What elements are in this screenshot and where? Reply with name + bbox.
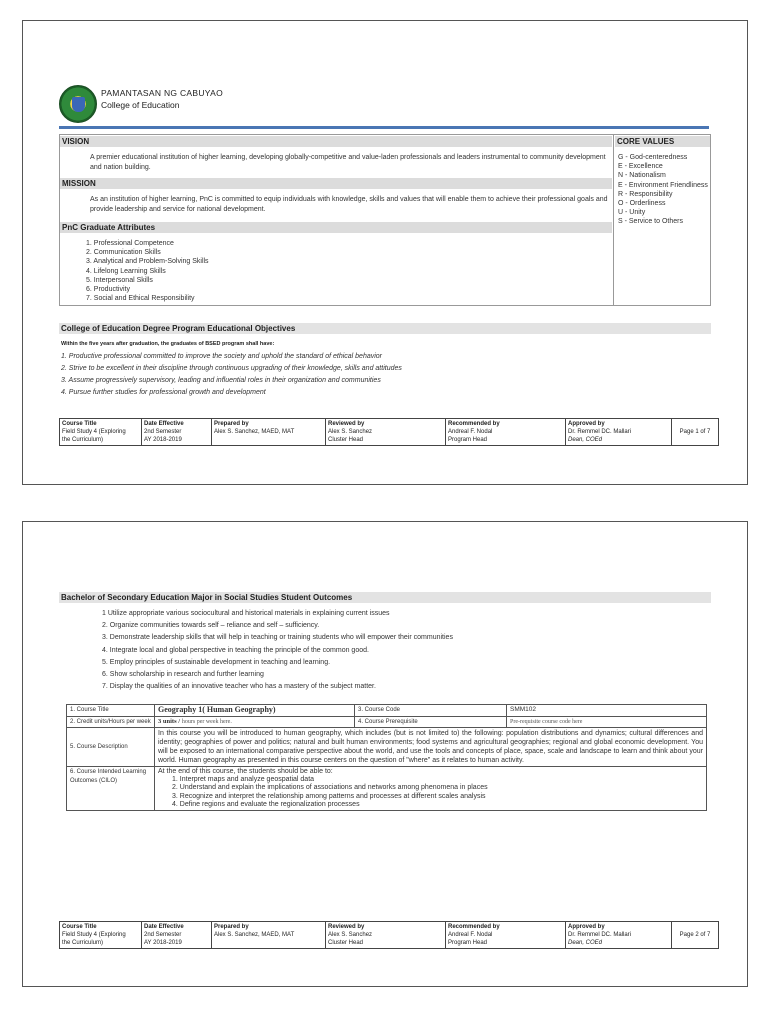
list-item: 2. Strive to be excellent in their discipline through continuous upgrading of their knowledge, skills and attitudes	[61, 365, 402, 372]
list-item: 3. Recognize and interpret the relationship among patterns and processes at different scales analysis	[172, 792, 486, 800]
list-item: 5. Employ principles of sustainable development in teaching and learning.	[102, 658, 331, 666]
university-name: PAMANTASAN NG CABUYAO	[101, 88, 224, 98]
recommended-by-cell: Recommended by Andreal F. Nodal Program Head	[446, 922, 566, 949]
page-number: Page 1 of 7	[672, 419, 719, 446]
document-page-1	[22, 20, 748, 485]
approved-by-cell: Approved by Dr. Remmel DC. Mallari Dean, COEd	[566, 419, 672, 446]
prepared-by-cell: Prepared by Alex S. Sanchez, MAED, MAT	[212, 922, 326, 949]
course-description-text: In this course you will be introduced to human geography, which includes (but is not limited to) the following: population distributions and dynamics; cultural differences and identity; geographies of power and politics; natural and built human environments; food systems and agricultural geographies; regional and global economic development. You will be exposed to an international comparative perspective about the world, and use the tools and concepts of place, space, scale and landscape to learn and think about your world. Human geography as presented in this course centers on the question of "where" as it relates to human activity.	[155, 728, 707, 767]
course-code-value: SMM102	[507, 705, 707, 717]
university-seal-logo	[59, 85, 97, 123]
header-divider	[59, 126, 709, 129]
date-effective-cell: Date Effective 2nd Semester AY 2018-2019	[142, 922, 212, 949]
table-row	[67, 728, 707, 767]
objectives-intro: Within the five years after graduation, the graduates of BSED program shall have:	[61, 341, 275, 347]
list-item: 7. Social and Ethical Responsibility	[86, 295, 195, 303]
table-row	[60, 419, 719, 446]
list-item: 7. Display the qualities of an innovative teacher who has a mastery of the subject matter.	[102, 683, 376, 691]
course-prerequisite-label: 4. Course Prerequisite	[355, 716, 507, 728]
vision-heading: VISION	[60, 136, 612, 147]
list-item: U - Unity	[618, 209, 646, 217]
table-row	[67, 767, 707, 811]
core-values-heading: CORE VALUES	[615, 136, 710, 147]
core-values-list	[618, 153, 710, 227]
column-divider	[613, 135, 614, 305]
list-item: R - Responsibility	[618, 190, 673, 198]
graduate-attributes-heading: PnC Graduate Attributes	[60, 222, 612, 233]
credit-units-label: 2. Credit units/Hours per week	[67, 716, 155, 728]
list-item: 1. Interpret maps and analyze geospatial data	[172, 776, 315, 784]
student-outcomes-heading: Bachelor of Secondary Education Major in Social Studies Student Outcomes	[59, 592, 711, 603]
approval-footer-table	[59, 921, 719, 949]
list-item: 6. Productivity	[86, 286, 130, 294]
list-item: G - God-centeredness	[618, 154, 688, 161]
recommended-by-cell: Recommended by Andreal F. Nodal Program Head	[446, 419, 566, 446]
list-item: E - Environment Friendliness	[618, 181, 708, 189]
objectives-list	[61, 351, 402, 399]
list-item: 4. Integrate local and global perspective in teaching the principle of the common good.	[102, 646, 369, 654]
list-item: 4. Pursue further studies for professional growth and development	[61, 389, 266, 396]
vision-text: A premier educational institution of higher learning, developing globally-competitive and value-laden professionals and leaders instrumental to community development and nation building.	[90, 154, 606, 171]
course-prerequisite-value: Pre-requisite course code here	[507, 716, 707, 728]
course-description-label: 5. Course Description	[67, 728, 155, 767]
list-item: 3. Analytical and Problem-Solving Skills	[86, 258, 209, 266]
list-item: 5. Interpersonal Skills	[86, 276, 153, 284]
course-info-table	[66, 704, 707, 811]
table-row	[67, 716, 707, 728]
document-page-2	[22, 521, 748, 987]
prepared-by-cell: Prepared by Alex S. Sanchez, MAED, MAT	[212, 419, 326, 446]
list-item: S - Service to Others	[618, 218, 683, 226]
course-title-label: 1. Course Title	[67, 705, 155, 717]
reviewed-by-cell: Reviewed by Alex S. Sanchez Cluster Head	[326, 922, 446, 949]
date-effective-cell: Date Effective 2nd Semester AY 2018-2019	[142, 419, 212, 446]
approved-by-cell: Approved by Dr. Remmel DC. Mallari Dean, COEd	[566, 922, 672, 949]
course-title-cell: Course Title Field Study 4 (Exploring the Curriculum)	[60, 922, 142, 949]
course-title-value: Geography 1( Human Geography)	[155, 705, 355, 717]
list-item: 3. Demonstrate leadership skills that will help in teaching or training students who will empower their communities	[102, 634, 453, 642]
list-item: 2. Understand and explain the implications of associations and networks among phenomena in places	[172, 784, 488, 792]
student-outcomes-list	[102, 608, 453, 693]
course-title-cell: Course Title Field Study 4 (Exploring the Curriculum)	[60, 419, 142, 446]
list-item: 2. Organize communities towards self – reliance and self – sufficiency.	[102, 622, 320, 630]
list-item: 1. Productive professional committed to improve the society and uphold the standard of ethical behavior	[61, 353, 383, 360]
mission-text: As an institution of higher learning, PnC is committed to equip individuals with knowledge, skills and values that will enable them to achieve their professional goals and provide leadership and service for national development.	[90, 196, 608, 213]
cilo-list	[158, 776, 703, 809]
list-item: 2. Communication Skills	[86, 249, 161, 257]
list-item: 6. Show scholarship in research and further learning	[102, 671, 264, 679]
list-item: O - Orderliness	[618, 200, 666, 208]
cilo-content	[155, 767, 707, 811]
list-item: 4. Define regions and evaluate the regionalization processes	[172, 800, 360, 808]
page-number: Page 2 of 7	[672, 922, 719, 949]
list-item: 1 Utilize appropriate various sociocultural and historical materials in explaining current issues	[102, 610, 390, 617]
reviewed-by-cell: Reviewed by Alex S. Sanchez Cluster Head	[326, 419, 446, 446]
credit-units-value: 3 units / hours per week here.	[155, 716, 355, 728]
table-row	[60, 922, 719, 949]
approval-footer-table	[59, 418, 719, 446]
table-row	[67, 705, 707, 717]
list-item: N - Nationalism	[618, 172, 666, 180]
cilo-label: 6. Course Intended Learning Outcomes (CILO)	[67, 767, 155, 811]
list-item: E - Excellence	[618, 163, 663, 171]
list-item: 3. Assume progressively supervisory, leading and influential roles in their organization and communities	[61, 377, 381, 384]
college-name: College of Education	[101, 100, 180, 110]
course-code-label: 3. Course Code	[355, 705, 507, 717]
list-item: 1. Professional Competence	[86, 240, 174, 247]
list-item: 4. Lifelong Learning Skills	[86, 267, 166, 275]
vision-mission-box	[59, 134, 711, 306]
objectives-heading: College of Education Degree Program Educational Objectives	[59, 323, 711, 334]
graduate-attributes-list	[86, 239, 209, 303]
cilo-intro: At the end of this course, the students should be able to:	[158, 768, 333, 775]
mission-heading: MISSION	[60, 178, 612, 189]
